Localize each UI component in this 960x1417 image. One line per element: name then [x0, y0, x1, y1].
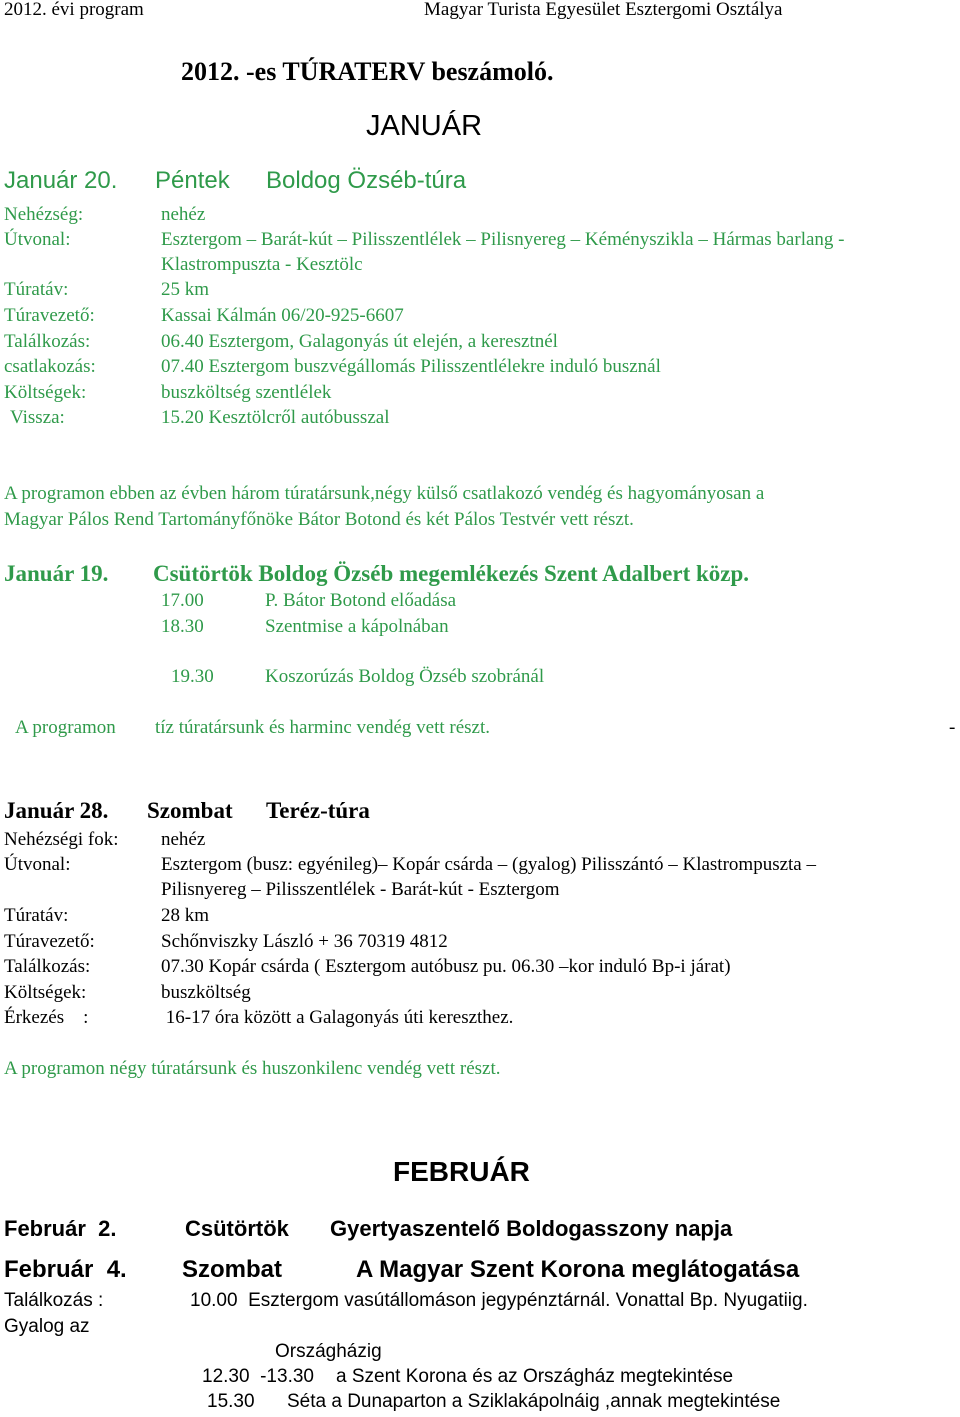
tour3-name: Teréz-túra [266, 798, 370, 823]
month-heading-february: FEBRUÁR [393, 1156, 530, 1187]
tour3-value-arrival: 16-17 óra között a Galagonyás úti kereszthez. [161, 1007, 514, 1028]
tour1-value-costs: buszköltség szentlélek [161, 382, 332, 403]
month-heading-january: JANUÁR [366, 110, 483, 142]
tour3-value-difficulty: nehéz [161, 829, 206, 850]
feb4-text-2: Séta a Dunaparton a Sziklakápolnáig ,annak megtekintése [287, 1391, 781, 1412]
event2-time-1: 17.00 [161, 590, 204, 611]
event2-text-2: Szentmise a kápolnában [265, 616, 449, 637]
feb4-walk-label: Gyalog az [4, 1316, 90, 1337]
feb4-walk-value: Országházig [275, 1341, 382, 1362]
tour3-value-leader: Schőnviszky László + 36 70319 4812 [161, 931, 448, 952]
tour1-label-return: Vissza: [10, 407, 65, 428]
event2-time-3: 19.30 [171, 666, 214, 687]
tour3-date: Január 28. [4, 798, 109, 823]
event2-date: Január 19. [4, 561, 109, 586]
tour3-label-route: Útvonal: [4, 854, 71, 875]
event2-summary-text: tíz túratársunk és harminc vendég vett részt. [155, 717, 491, 738]
tour1-value-return: 15.20 Kesztölcről autóbusszal [161, 407, 390, 428]
tour1-value-distance: 25 km [161, 279, 210, 300]
feb4-date: Február 4. [4, 1256, 127, 1283]
event2-text-3: Koszorúzás Boldog Özséb szobránál [265, 666, 545, 687]
tour1-label-meeting: Találkozás: [4, 331, 91, 352]
feb2-title: Gyertyaszentelő Boldogasszony napja [330, 1216, 733, 1241]
tour3-value-route: Esztergom (busz: egyénileg)– Kopár csárda – (gyalog) Pilisszántó – Klastrompuszta – [161, 854, 816, 875]
tour1-value-route-cont: Klastrompuszta - Kesztölc [161, 254, 363, 275]
event2-summary-label: A programon [15, 717, 116, 738]
tour3-value-distance: 28 km [161, 905, 210, 926]
event2-text-1: P. Bátor Botond előadása [265, 590, 457, 611]
tour1-value-route: Esztergom – Barát-kút – Pilisszentlélek – Pilisnyereg – Kéményszikla – Hármas barlang - [161, 229, 845, 250]
tour1-date: Január 20. [4, 167, 118, 194]
tour3-label-arrival: Érkezés : [4, 1007, 89, 1028]
feb4-day: Szombat [182, 1256, 283, 1283]
event2-time-2: 18.30 [161, 616, 204, 637]
tour3-label-costs: Költségek: [4, 982, 87, 1003]
header-left: 2012. évi program [4, 0, 144, 20]
tour3-value-meeting: 07.30 Kopár csárda ( Esztergom autóbusz pu. 06.30 –kor induló Bp-i járat) [161, 956, 731, 977]
header-right: Magyar Turista Egyesület Esztergomi Osztálya [424, 0, 783, 20]
tour1-label-leader: Túravezető: [4, 305, 95, 326]
tour1-label-costs: Költségek: [4, 382, 87, 403]
tour1-label-distance: Túratáv: [4, 279, 69, 300]
tour1-summary-line2: Magyar Pálos Rend Tartományfőnöke Bátor Botond és két Pálos Testvér vett részt. [4, 509, 634, 530]
tour1-value-leader: Kassai Kálmán 06/20-925-6607 [161, 305, 404, 326]
event2-dash: - [949, 717, 956, 738]
feb2-day: Csütörtök [185, 1216, 289, 1241]
tour3-label-difficulty: Nehézségi fok: [4, 829, 119, 850]
tour3-label-meeting: Találkozás: [4, 956, 91, 977]
feb4-meet-value: 10.00 Esztergom vasútállomáson jegypénztárnál. Vonattal Bp. Nyugatiig. [190, 1290, 808, 1311]
feb4-text-1: a Szent Korona és az Országház megtekintése [336, 1366, 734, 1387]
tour3-value-route-cont: Pilisnyereg – Pilisszentlélek - Barát-kút - Esztergom [161, 879, 560, 900]
feb2-date: Február 2. [4, 1216, 117, 1241]
tour3-label-distance: Túratáv: [4, 905, 69, 926]
tour1-value-join: 07.40 Esztergom buszvégállomás Pilisszentlélekre induló busznál [161, 356, 661, 377]
tour1-summary-line1: A programon ebben az évben három túratársunk,négy külső csatlakozó vendég és hagyományosan a [4, 483, 765, 504]
tour1-name: Boldog Özséb-túra [266, 167, 467, 194]
tour1-value-difficulty: nehéz [161, 204, 206, 225]
tour1-day: Péntek [155, 167, 230, 194]
feb4-title: A Magyar Szent Korona meglátogatása [356, 1256, 800, 1283]
feb4-time-2: 15.30 [207, 1391, 255, 1412]
tour1-value-meeting: 06.40 Esztergom, Galagonyás út elején, a keresztnél [161, 331, 558, 352]
tour1-label-join: csatlakozás: [4, 356, 96, 377]
tour3-value-costs: buszköltség [161, 982, 251, 1003]
tour3-label-leader: Túravezető: [4, 931, 95, 952]
feb4-meet-label: Találkozás : [4, 1290, 104, 1311]
event2-title: Csütörtök Boldog Özséb megemlékezés Szent Adalbert közp. [153, 561, 750, 586]
tour1-label-route: Útvonal: [4, 229, 71, 250]
document-title: 2012. -es TÚRATERV beszámoló. [181, 57, 554, 86]
tour3-summary: A programon négy túratársunk és huszonkilenc vendég vett részt. [4, 1058, 501, 1079]
tour1-label-difficulty: Nehézség: [4, 204, 84, 225]
feb4-time-1: 12.30 -13.30 [202, 1366, 314, 1387]
tour3-day: Szombat [147, 798, 233, 823]
